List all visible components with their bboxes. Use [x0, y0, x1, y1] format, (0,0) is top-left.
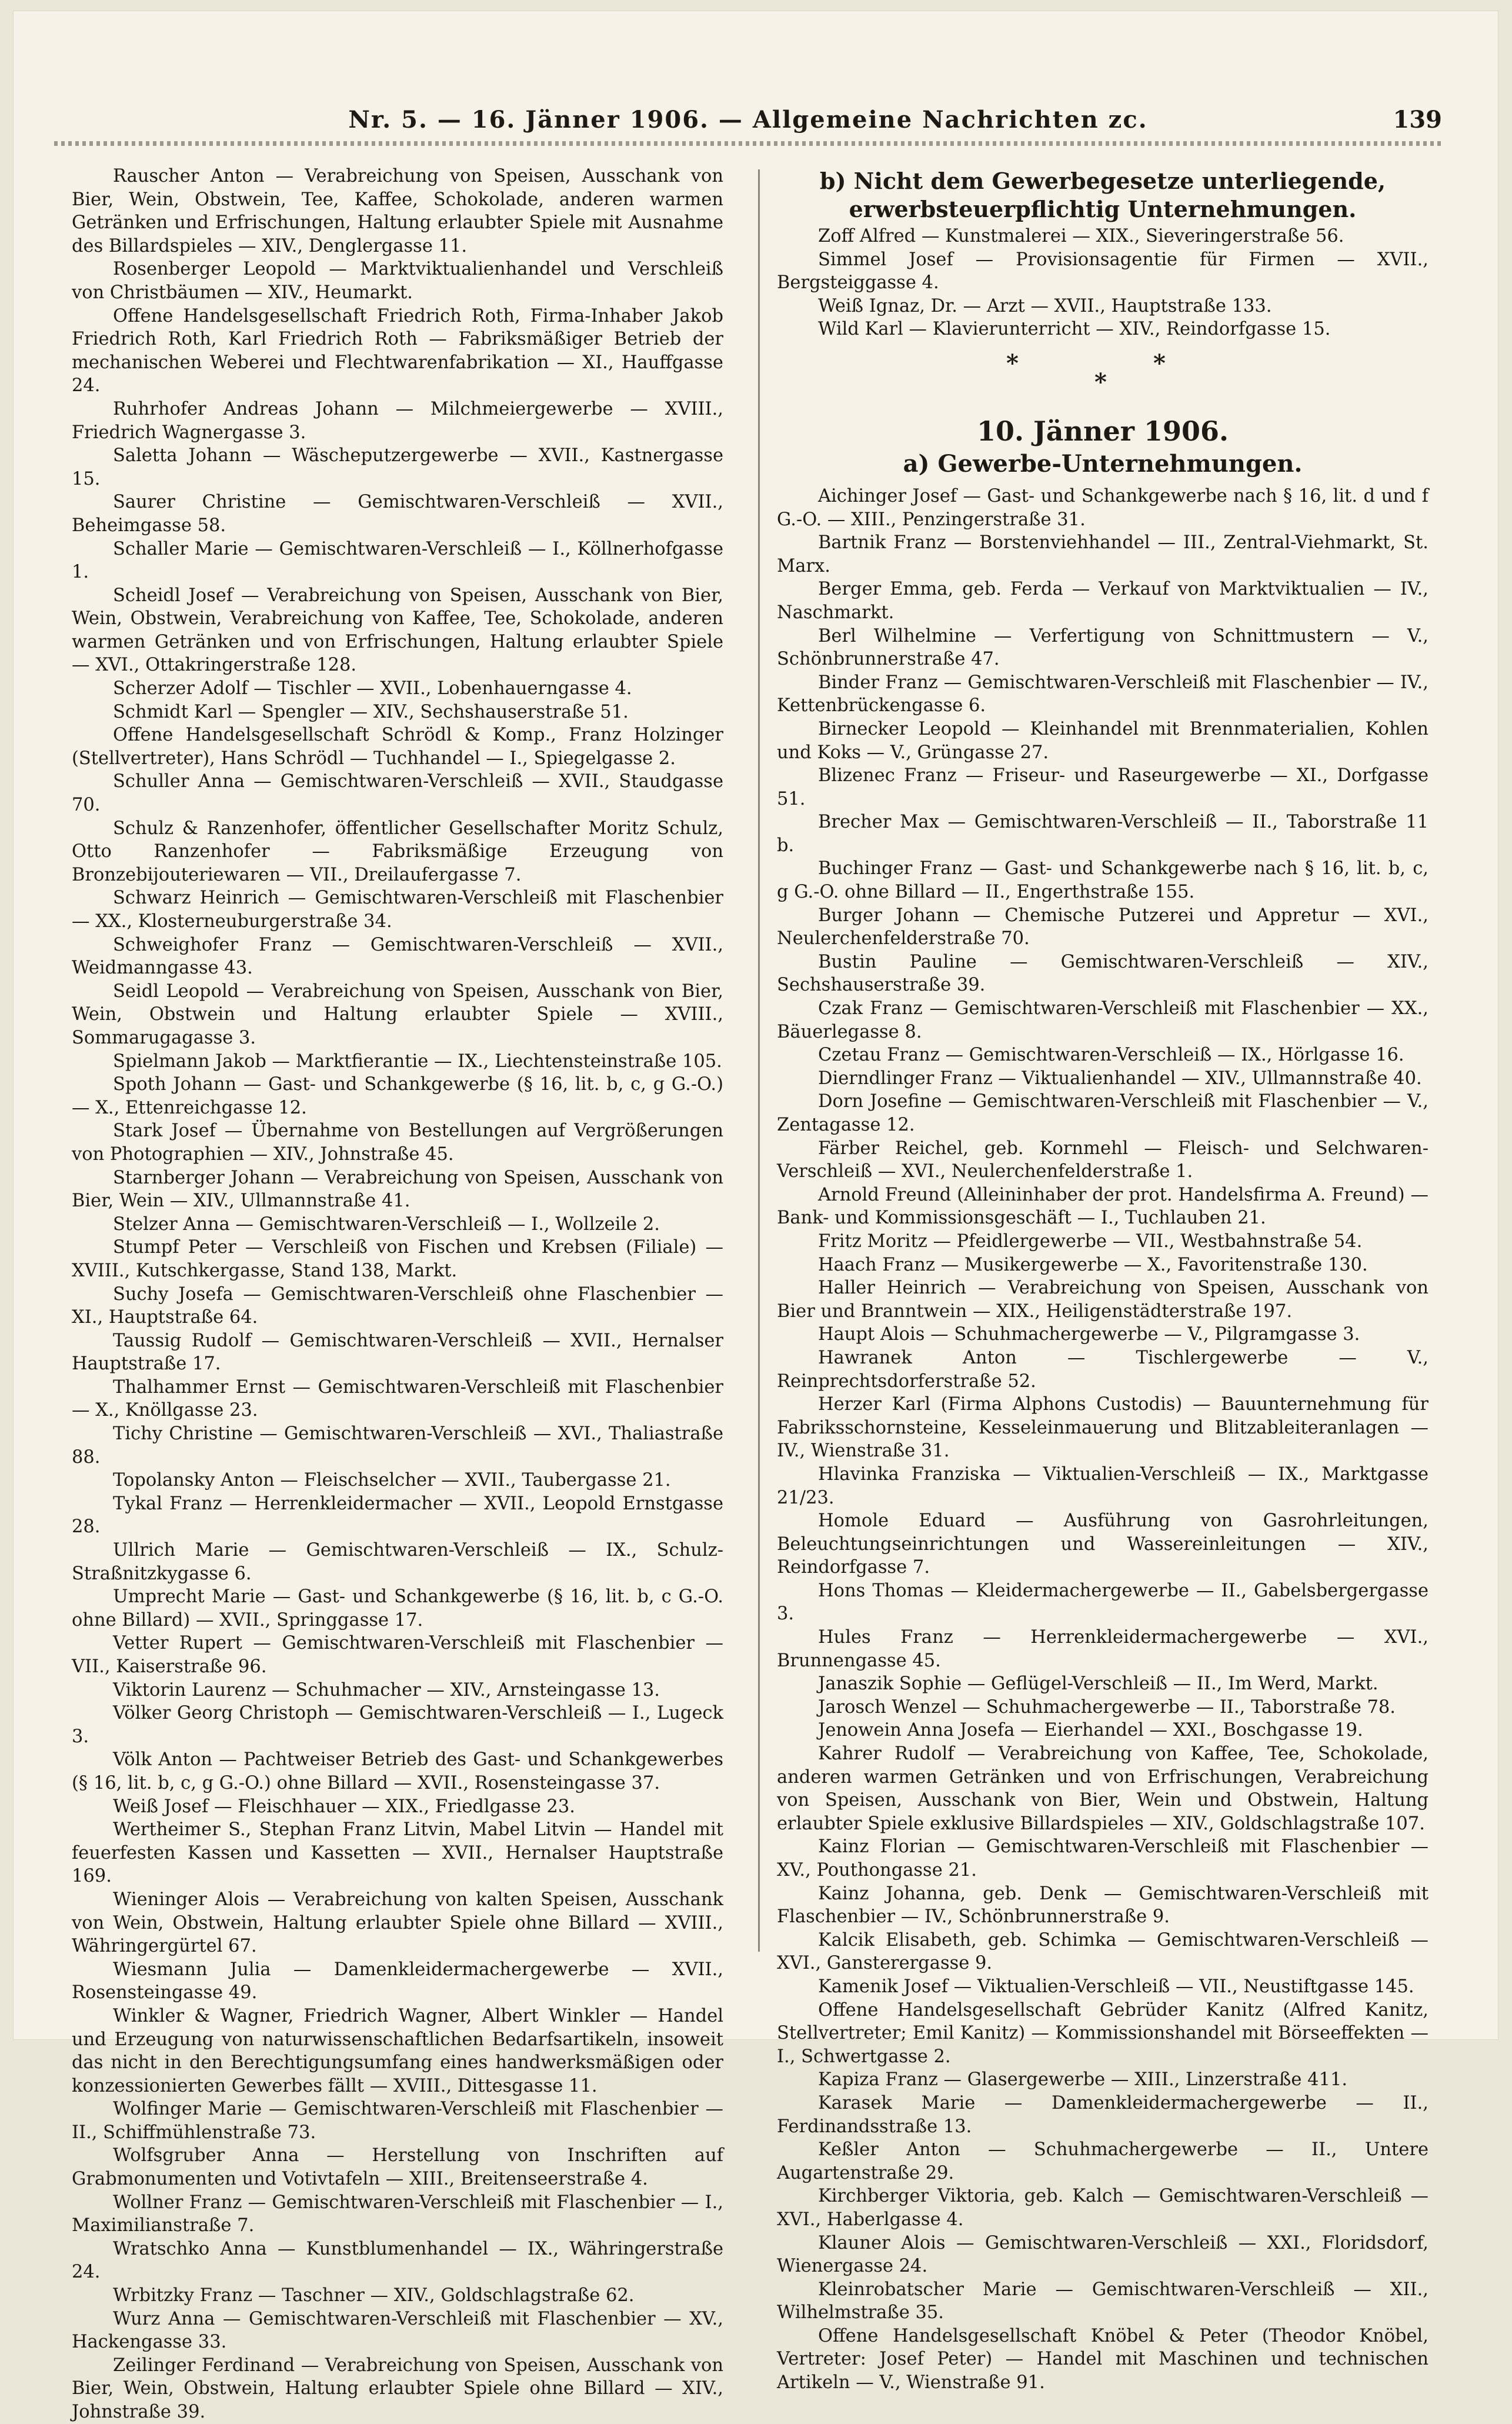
list-item: Taussig Rudolf — Gemischtwaren-Verschleiß — XVII., Hernalser Hauptstraße 17. — [72, 1330, 723, 1375]
list-item: Keßler Anton — Schuhmachergewerbe — II., Untere Augartenstraße 29. — [777, 2139, 1428, 2183]
right-column — [777, 167, 1428, 2395]
list-item: Rosenberger Leopold — Marktviktualienhandel und Verschleiß von Christbäumen — XIV., Heumarkt. — [72, 259, 723, 303]
list-item: Viktorin Laurenz — Schuhmacher — XIV., Arnsteingasse 13. — [113, 1679, 660, 1701]
list-item: Simmel Josef — Provisionsagentie für Firmen — XVII., Bergsteiggasse 4. — [777, 249, 1428, 294]
list-item: Fritz Moritz — Pfeidlergewerbe — VII., Westbahnstraße 54. — [818, 1231, 1363, 1252]
list-item: Schmidt Karl — Spengler — XIV., Sechshauserstraße 51. — [113, 701, 629, 722]
list-item: Kainz Florian — Gemischtwaren-Verschleiß mit Flaschenbier — XV., Pouthongasse 21. — [777, 1836, 1428, 1880]
list-item: Kirchberger Viktoria, geb. Kalch — Gemischtwaren-Verschleiß — XVI., Haberlgasse 4. — [777, 2186, 1428, 2230]
list-item: Kahrer Rudolf — Verabreichung von Kaffee, Tee, Schokolade, anderen warmen Getränken und von Erfrischungen, Verabreichung von Speisen, Ausschank von Bier, Wein und Obstwein, Haltung erlaubter Spiele exklusive Billardspieles — XIV., Goldschlagstraße 107. — [777, 1743, 1428, 1834]
list-item: Jenowein Anna Josefa — Eierhandel — XXI., Boschgasse 19. — [818, 1720, 1363, 1741]
list-item: Vetter Rupert — Gemischtwaren-Verschleiß mit Flaschenbier — VII., Kaiserstraße 96. — [72, 1633, 723, 1677]
list-item: Ruhrhofer Andreas Johann — Milchmeiergewerbe — XVIII., Friedrich Wagnergasse 3. — [72, 398, 723, 443]
list-item: Kainz Johanna, geb. Denk — Gemischtwaren-Verschleiß mit Flaschenbier — IV., Schönbrunnerstraße 9. — [777, 1883, 1428, 1928]
list-item: Bartnik Franz — Borstenviehhandel — III., Zentral-Viehmarkt, St. Marx. — [777, 532, 1428, 576]
list-item: Scherzer Adolf — Tischler — XVII., Lobenhauerngasse 4. — [113, 678, 632, 699]
section-a-list — [777, 485, 1428, 2395]
list-item: Weiß Josef — Fleischhauer — XIX., Friedlgasse 23. — [113, 1796, 575, 1817]
list-item: Dierndlinger Franz — Viktualienhandel — XIV., Ullmannstraße 40. — [818, 1068, 1422, 1089]
list-item: Seidl Leopold — Verabreichung von Speisen, Ausschank von Bier, Wein, Obstwein und Haltung erlaubter Spiele — XVIII., Sommarugagasse 3. — [72, 981, 723, 1048]
list-item: Herzer Karl (Firma Alphons Custodis) — Bauunternehmung für Fabriksschornsteine, Kesseleinmauerung und Blitzableiteranlagen — IV., Wienstraße 31. — [777, 1394, 1428, 1462]
section-heading-a: a) Gewerbe-Unternehmungen. — [903, 449, 1303, 478]
list-item: Wiesmann Julia — Damenkleidermachergewerbe — XVII., Rosensteingasse 49. — [72, 1959, 723, 2003]
list-item: Buchinger Franz — Gast- und Schankgewerbe nach § 16, lit. b, c, g G.-O. ohne Billard — II., Engerthstraße 155. — [777, 858, 1428, 903]
list-item: Schwarz Heinrich — Gemischtwaren-Verschleiß mit Flaschenbier — XX., Klosterneuburgerstraße 34. — [72, 888, 723, 932]
list-item: Hlavinka Franziska — Viktualien-Verschleiß — IX., Marktgasse 21/23. — [777, 1463, 1428, 1508]
star-ornament: * — [1094, 368, 1107, 396]
list-item: Kleinrobatscher Marie — Gemischtwaren-Verschleiß — XII., Wilhelmstraße 35. — [777, 2279, 1428, 2323]
list-item: Offene Handelsgesellschaft Friedrich Roth, Firma-Inhaber Jakob Friedrich Roth, Karl Friedrich Roth — Fabriksmäßiger Betrieb der mechanischen Weberei und Flechtwarenfabrikation — XI., Hauffgasse 24. — [72, 305, 723, 396]
list-item: Homole Eduard — Ausführung von Gasrohrleitungen, Beleuchtungseinrichtungen und Wassereinleitungen — XIV., Reindorfgasse 7. — [777, 1511, 1428, 1578]
list-item: Dorn Josefine — Gemischtwaren-Verschleiß mit Flaschenbier — V., Zentagasse 12. — [777, 1091, 1428, 1135]
list-item: Kapiza Franz — Glasergewerbe — XIII., Linzerstraße 411. — [818, 2069, 1348, 2090]
list-item: Schulz & Ranzenhofer, öffentlicher Gesellschafter Moritz Schulz, Otto Ranzenhofer — Fabriksmäßige Erzeugung von Bronzebijouteriewaren — VII., Dreilaufergasse 7. — [72, 818, 723, 885]
star-ornament: * — [1153, 349, 1166, 377]
list-item: Schweighofer Franz — Gemischtwaren-Verschleiß — XVII., Weidmanngasse 43. — [72, 934, 723, 979]
page-number: 139 — [1393, 106, 1442, 134]
list-item: Klauner Alois — Gemischtwaren-Verschleiß — XXI., Floridsdorf, Wienergasse 24. — [777, 2232, 1428, 2277]
list-item: Wollner Franz — Gemischtwaren-Verschleiß mit Flaschenbier — I., Maximilianstraße 7. — [72, 2192, 723, 2236]
list-item: Offene Handelsgesellschaft Schrödl & Komp., Franz Holzinger (Stellvertreter), Hans Schrödl — Tuchhandel — I., Spiegelgasse 2. — [72, 725, 723, 769]
list-item: Berl Wilhelmine — Verfertigung von Schnittmustern — V., Schönbrunnerstraße 47. — [777, 625, 1428, 670]
list-item: Rauscher Anton — Verabreichung von Speisen, Ausschank von Bier, Wein, Obstwein, Tee, Kaffee, Schokolade, anderen warmen Getränken und Erfrischungen, Haltung erlaubter Spiele mit Ausnahme des Billardspieles — XIV., Denglergasse 11. — [72, 166, 723, 256]
list-item: Binder Franz — Gemischtwaren-Verschleiß mit Flaschenbier — IV., Kettenbrückengasse 6. — [777, 672, 1428, 716]
list-item: Suchy Josefa — Gemischtwaren-Verschleiß ohne Flaschenbier — XI., Hauptstraße 64. — [72, 1283, 723, 1328]
list-item: Saurer Christine — Gemischtwaren-Verschleiß — XVII., Beheimgasse 58. — [72, 492, 723, 536]
list-item: Wrbitzky Franz — Taschner — XIV., Goldschlagstraße 62. — [113, 2285, 635, 2306]
list-item: Offene Handelsgesellschaft Gebrüder Kanitz (Alfred Kanitz, Stellvertreter; Emil Kanitz) — Kommissionshandel mit Börseeffekten — I., Schwertgasse 2. — [777, 1999, 1428, 2067]
list-item: Wieninger Alois — Verabreichung von kalten Speisen, Ausschank von Wein, Obstwein, Haltung erlaubter Spiele ohne Billard — XVIII., Währingergürtel 67. — [72, 1889, 723, 1957]
list-item: Kalcik Elisabeth, geb. Schimka — Gemischtwaren-Verschleiß — XVI., Gansterergasse 9. — [777, 1929, 1428, 1974]
list-item: Stelzer Anna — Gemischtwaren-Verschleiß — I., Wollzeile 2. — [113, 1213, 660, 1235]
list-item: Wolfinger Marie — Gemischtwaren-Verschleiß mit Flaschenbier — II., Schiffmühlenstraße 73. — [72, 2099, 723, 2143]
list-item: Bustin Pauline — Gemischtwaren-Verschleiß — XIV., Sechshauserstraße 39. — [777, 951, 1428, 996]
list-item: Janaszik Sophie — Geflügel-Verschleiß — II., Im Werd, Markt. — [818, 1673, 1379, 1695]
section-separator-stars — [777, 349, 1428, 406]
list-item: Spielmann Jakob — Marktfierantie — IX., Liechtensteinstraße 105. — [113, 1051, 722, 1072]
list-item: Hules Franz — Herrenkleidermachergewerbe — XVI., Brunnengasse 45. — [777, 1627, 1428, 1671]
newspaper-page — [13, 11, 1498, 2422]
list-item: Saletta Johann — Wäscheputzergewerbe — XVII., Kastnergasse 15. — [72, 445, 723, 489]
list-item: Jarosch Wenzel — Schuhmachergewerbe — II., Taborstraße 78. — [818, 1696, 1396, 1718]
list-item: Czetau Franz — Gemischtwaren-Verschleiß — IX., Hörlgasse 16. — [818, 1045, 1404, 1066]
list-item: Haller Heinrich — Verabreichung von Speisen, Ausschank von Bier und Branntwein — XIX., Heiligenstädterstraße 197. — [777, 1278, 1428, 1322]
list-item: Burger Johann — Chemische Putzerei und Appretur — XVI., Neulerchenfelderstraße 70. — [777, 905, 1428, 949]
list-item: Stark Josef — Übernahme von Bestellungen auf Vergrößerungen von Photographien — XIV., Johnstraße 45. — [72, 1121, 723, 1165]
list-item: Scheidl Josef — Verabreichung von Speisen, Ausschank von Bier, Wein, Obstwein, Verabreichung von Kaffee, Tee, Schokolade, anderen warmen Getränken und von Erfrischungen, Haltung erlaubter Spiele — XVI., Ottakringerstraße 128. — [72, 585, 723, 676]
list-item: Tykal Franz — Herrenkleidermacher — XVII., Leopold Ernstgasse 28. — [72, 1493, 723, 1538]
section-heading-b: b) Nicht dem Gewerbegesetze unterliegende, erwerbsteuerpflichtig Unternehmungen. — [819, 168, 1386, 222]
list-item: Schaller Marie — Gemischtwaren-Verschleiß — I., Köllnerhofgasse 1. — [72, 538, 723, 583]
date-heading: 10. Jänner 1906. — [976, 415, 1229, 447]
list-item: Wurz Anna — Gemischtwaren-Verschleiß mit Flaschenbier — XV., Hackengasse 33. — [72, 2308, 723, 2353]
list-item: Hawranek Anton — Tischlergewerbe — V., Reinprechtsdorferstraße 52. — [777, 1347, 1428, 1392]
list-item: Starnberger Johann — Verabreichung von Speisen, Ausschank von Bier, Wein — XIV., Ullmannstraße 41. — [72, 1167, 723, 1212]
list-item: Stumpf Peter — Verschleiß von Fischen und Krebsen (Filiale) — XVIII., Kutschkergasse, Stand 138, Markt. — [72, 1237, 723, 1281]
list-item: Spoth Johann — Gast- und Schankgewerbe (§ 16, lit. b, c, g G.-O.) — X., Ettenreichgasse 12. — [72, 1074, 723, 1118]
list-item: Topolansky Anton — Fleischselcher — XVII., Taubergasse 21. — [113, 1470, 671, 1491]
list-item: Birnecker Leopold — Kleinhandel mit Brennmaterialien, Kohlen und Koks — V., Grüngasse 27. — [777, 718, 1428, 763]
list-item: Tichy Christine — Gemischtwaren-Verschleiß — XVI., Thaliastraße 88. — [72, 1423, 723, 1468]
running-title: Nr. 5. — 16. Jänner 1906. — Allgemeine Nachrichten zc. — [348, 106, 1148, 134]
list-item: Arnold Freund (Alleininhaber der prot. Handelsfirma A. Freund) — Bank- und Kommissionsgeschäft — I., Tuchlauben 21. — [777, 1184, 1428, 1229]
list-item: Haach Franz — Musikergewerbe — X., Favoritenstraße 130. — [818, 1254, 1368, 1275]
list-item: Umprecht Marie — Gast- und Schankgewerbe (§ 16, lit. b, c G.-O. ohne Billard) — XVII., Springgasse 17. — [72, 1586, 723, 1631]
list-item: Czak Franz — Gemischtwaren-Verschleiß mit Flaschenbier — XX., Bäuerlegasse 8. — [777, 998, 1428, 1042]
list-item: Wertheimer S., Stephan Franz Litvin, Mabel Litvin — Handel mit feuerfesten Kassen und Kassetten — XVII., Hernalser Hauptstraße 169. — [72, 1819, 723, 1887]
list-item: Karasek Marie — Damenkleidermachergewerbe — II., Ferdinandsstraße 13. — [777, 2092, 1428, 2137]
list-item: Blizenec Franz — Friseur- und Raseurgewerbe — XI., Dorfgasse 51. — [777, 765, 1428, 809]
header-rule — [54, 141, 1442, 146]
page-header — [54, 99, 1442, 146]
list-item: Zoff Alfred — Kunstmalerei — XIX., Sieveringerstraße 56. — [818, 226, 1344, 246]
list-item: Berger Emma, geb. Ferda — Verkauf von Marktviktualien — IV., Naschmarkt. — [777, 579, 1428, 623]
star-ornament: * — [1006, 349, 1019, 377]
list-item: Winkler & Wagner, Friedrich Wagner, Albert Winkler — Handel und Erzeugung von naturwissenschaftlichen Bedarfsartikeln, insoweit das nicht in den Berechtigungsumfang eines handwerksmäßigen oder konzessionierten Gewerbes fällt — XVIII., Dittesgasse 11. — [72, 2005, 723, 2096]
list-item: Thalhammer Ernst — Gemischtwaren-Verschleiß mit Flaschenbier — X., Knöllgasse 23. — [72, 1376, 723, 1421]
list-item: Brecher Max — Gemischtwaren-Verschleiß — II., Taborstraße 11 b. — [777, 812, 1428, 856]
list-item: Völker Georg Christoph — Gemischtwaren-Verschleiß — I., Lugeck 3. — [72, 1703, 723, 1747]
list-item: Färber Reichel, geb. Kornmehl — Fleisch- und Selchwaren-Verschleiß — XVI., Neulerchenfelderstraße 1. — [777, 1138, 1428, 1182]
list-item: Aichinger Josef — Gast- und Schankgewerbe nach § 16, lit. d und f G.-O. — XIII., Penzingerstraße 31. — [777, 485, 1428, 530]
list-item: Schuller Anna — Gemischtwaren-Verschleiß — XVII., Staudgasse 70. — [72, 771, 723, 816]
list-item: Ullrich Marie — Gemischtwaren-Verschleiß — IX., Schulz-Straßnitzkygasse 6. — [72, 1540, 723, 1584]
list-item: Haupt Alois — Schuhmachergewerbe — V., Pilgramgasse 3. — [818, 1324, 1360, 1345]
list-item: Wolfsgruber Anna — Herstellung von Inschriften auf Grabmonumenten und Votivtafeln — XIII., Breitenseerstraße 4. — [72, 2145, 723, 2190]
list-item: Zeilinger Ferdinand — Verabreichung von Speisen, Ausschank von Bier, Wein, Obstwein, Haltung erlaubter Spiele ohne Billard — XIV., Johnstraße 39. — [72, 2355, 723, 2422]
list-item: Wratschko Anna — Kunstblumenhandel — IX., Währingerstraße 24. — [72, 2238, 723, 2283]
list-item: Völk Anton — Pachtweiser Betrieb des Gast- und Schankgewerbes (§ 16, lit. b, c, g G.-O.) ohne Billard — XVII., Rosensteingasse 37. — [72, 1749, 723, 1793]
column-divider — [758, 169, 760, 1952]
list-item: Weiß Ignaz, Dr. — Arzt — XVII., Hauptstraße 133. — [818, 295, 1272, 316]
list-item: Hons Thomas — Kleidermachergewerbe — II., Gabelsbergergasse 3. — [777, 1580, 1428, 1625]
list-item: Offene Handelsgesellschaft Knöbel & Peter (Theodor Knöbel, Vertreter: Josef Peter) — Handel mit Maschinen und technischen Artikeln — V., Wienstraße 91. — [777, 2325, 1428, 2393]
list-item: Kamenik Josef — Viktualien-Verschleiß — VII., Neustiftgasse 145. — [818, 1976, 1414, 1997]
list-item: Wild Karl — Klavierunterricht — XIV., Reindorfgasse 15. — [818, 319, 1331, 340]
left-column — [72, 165, 723, 2424]
